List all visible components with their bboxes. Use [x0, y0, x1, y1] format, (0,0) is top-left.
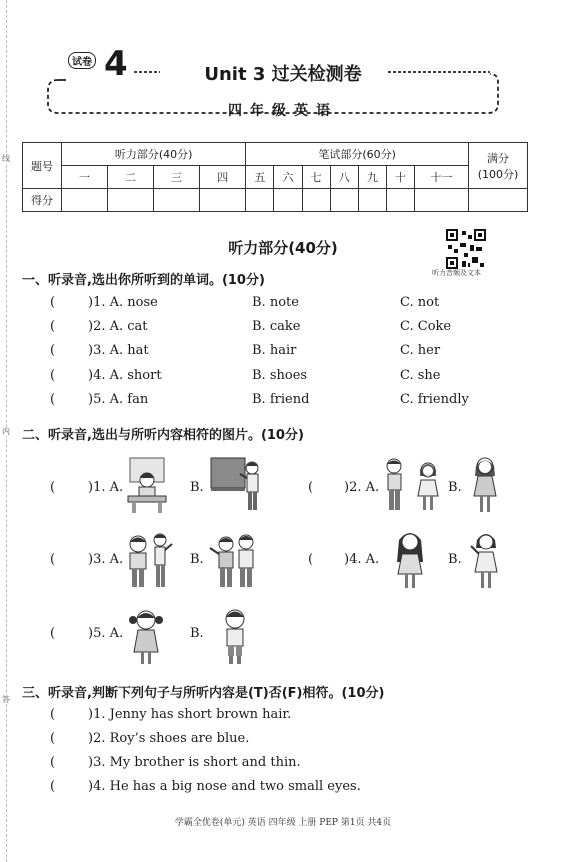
score-cell[interactable] — [200, 189, 246, 212]
option-label: B. — [190, 626, 204, 641]
part-one-title: 一、听录音,选出你所听到的单词。(10分) — [22, 273, 265, 288]
answer-paren[interactable]: ( — [308, 552, 314, 567]
score-cell[interactable] — [108, 189, 154, 212]
score-cell[interactable] — [415, 189, 469, 212]
statement-text: )3. My brother is short and thin. — [88, 755, 301, 770]
paper-tag: 试卷 — [68, 52, 96, 69]
answer-paren[interactable]: ( — [50, 707, 56, 722]
qr-code-icon[interactable] — [446, 229, 486, 269]
answer-paren[interactable]: ( — [50, 626, 56, 641]
total-value: (100分) — [477, 167, 519, 181]
answer-paren[interactable]: ( — [50, 552, 56, 567]
option-b: B. friend — [252, 392, 310, 407]
statement-text: )1. Jenny has short brown hair. — [88, 707, 292, 722]
score-cell[interactable] — [302, 189, 330, 212]
page-subtitle: 四年级英语 — [228, 103, 338, 119]
option-label: )3. A. — [88, 552, 124, 567]
girl-at-desk-picture[interactable] — [126, 456, 168, 514]
option-label: B. — [448, 552, 462, 567]
column-header: 二 — [108, 166, 154, 189]
row-label-question: 题号 — [23, 143, 62, 189]
boy-and-girl-picture[interactable] — [380, 456, 444, 516]
part-two-title: 二、听录音,选出与所听内容相符的图片。(10分) — [22, 428, 304, 443]
answer-paren[interactable]: ( — [50, 392, 56, 407]
option-label: B. — [190, 480, 204, 495]
answer-paren[interactable]: ( — [50, 319, 56, 334]
option-c: C. Coke — [400, 319, 452, 334]
option-a: )1. A. nose — [88, 295, 158, 310]
option-label: )5. A. — [88, 626, 124, 641]
binding-mark: 答 — [2, 695, 10, 704]
written-group-header: 笔试部分(60分) — [246, 143, 469, 166]
column-header: 十一 — [415, 166, 469, 189]
boy-at-blackboard-picture[interactable] — [210, 456, 262, 514]
girl-pigtails-picture[interactable] — [128, 606, 164, 668]
option-b: B. cake — [252, 319, 301, 334]
column-header: 八 — [330, 166, 358, 189]
option-label: )2. A. — [344, 480, 380, 495]
column-header: 五 — [246, 166, 274, 189]
qr-caption: 听力音频及文本 — [432, 269, 481, 277]
option-a: )3. A. hat — [88, 343, 149, 358]
row-label-score: 得分 — [23, 189, 62, 212]
column-header: 一 — [62, 166, 108, 189]
page-footer: 学霸全优卷(单元) 英语 四年级 上册 PEP 第1页 共4页 — [174, 818, 392, 828]
score-cell[interactable] — [469, 189, 528, 212]
column-header: 四 — [200, 166, 246, 189]
option-label: )1. A. — [88, 480, 124, 495]
page-title: Unit 3 过关检测卷 — [204, 64, 362, 85]
answer-paren[interactable]: ( — [308, 480, 314, 495]
binding-mark: 线 — [2, 154, 10, 163]
answer-paren[interactable]: ( — [50, 779, 56, 794]
part-three-title: 三、听录音,判断下列句子与所听内容是(T)否(F)相符。(10分) — [22, 686, 385, 701]
paper-number: 4 — [104, 44, 128, 84]
option-a: )5. A. fan — [88, 392, 149, 407]
girl-picture[interactable] — [470, 456, 500, 516]
column-header: 九 — [358, 166, 386, 189]
option-a: )4. A. short — [88, 368, 162, 383]
column-header: 十 — [386, 166, 414, 189]
option-c: C. friendly — [400, 392, 469, 407]
section-title: 听力部分(40分) — [228, 239, 338, 257]
option-label: B. — [448, 480, 462, 495]
answer-paren[interactable]: ( — [50, 480, 56, 495]
score-cell[interactable] — [386, 189, 414, 212]
statement-text: )4. He has a big nose and two small eyes. — [88, 779, 361, 794]
answer-paren[interactable]: ( — [50, 343, 56, 358]
binding-mark: 内 — [2, 427, 10, 436]
two-boys-picture[interactable] — [208, 530, 260, 592]
answer-paren[interactable]: ( — [50, 295, 56, 310]
score-cell[interactable] — [330, 189, 358, 212]
column-header: 七 — [302, 166, 330, 189]
option-c: C. she — [400, 368, 441, 383]
score-cell[interactable] — [62, 189, 108, 212]
statement-text: )2. Roy’s shoes are blue. — [88, 731, 250, 746]
score-table — [22, 142, 528, 212]
answer-paren[interactable]: ( — [50, 755, 56, 770]
option-c: C. not — [400, 295, 440, 310]
listening-group-header: 听力部分(40分) — [62, 143, 246, 166]
score-cell[interactable] — [246, 189, 274, 212]
total-score-cell — [469, 143, 528, 189]
option-a: )2. A. cat — [88, 319, 148, 334]
option-label: B. — [190, 552, 204, 567]
score-cell[interactable] — [154, 189, 200, 212]
option-c: C. her — [400, 343, 441, 358]
column-header: 三 — [154, 166, 200, 189]
girl-long-hair-picture[interactable] — [394, 528, 426, 592]
girl-waving-picture[interactable] — [468, 528, 504, 592]
column-header: 六 — [274, 166, 302, 189]
option-b: B. note — [252, 295, 299, 310]
score-cell[interactable] — [274, 189, 302, 212]
score-cell[interactable] — [358, 189, 386, 212]
boy-picture[interactable] — [220, 606, 250, 668]
answer-paren[interactable]: ( — [50, 368, 56, 383]
total-label: 满分 — [487, 151, 509, 165]
option-b: B. shoes — [252, 368, 308, 383]
two-children-picture[interactable] — [124, 530, 174, 592]
option-label: )4. A. — [344, 552, 380, 567]
option-b: B. hair — [252, 343, 297, 358]
answer-paren[interactable]: ( — [50, 731, 56, 746]
